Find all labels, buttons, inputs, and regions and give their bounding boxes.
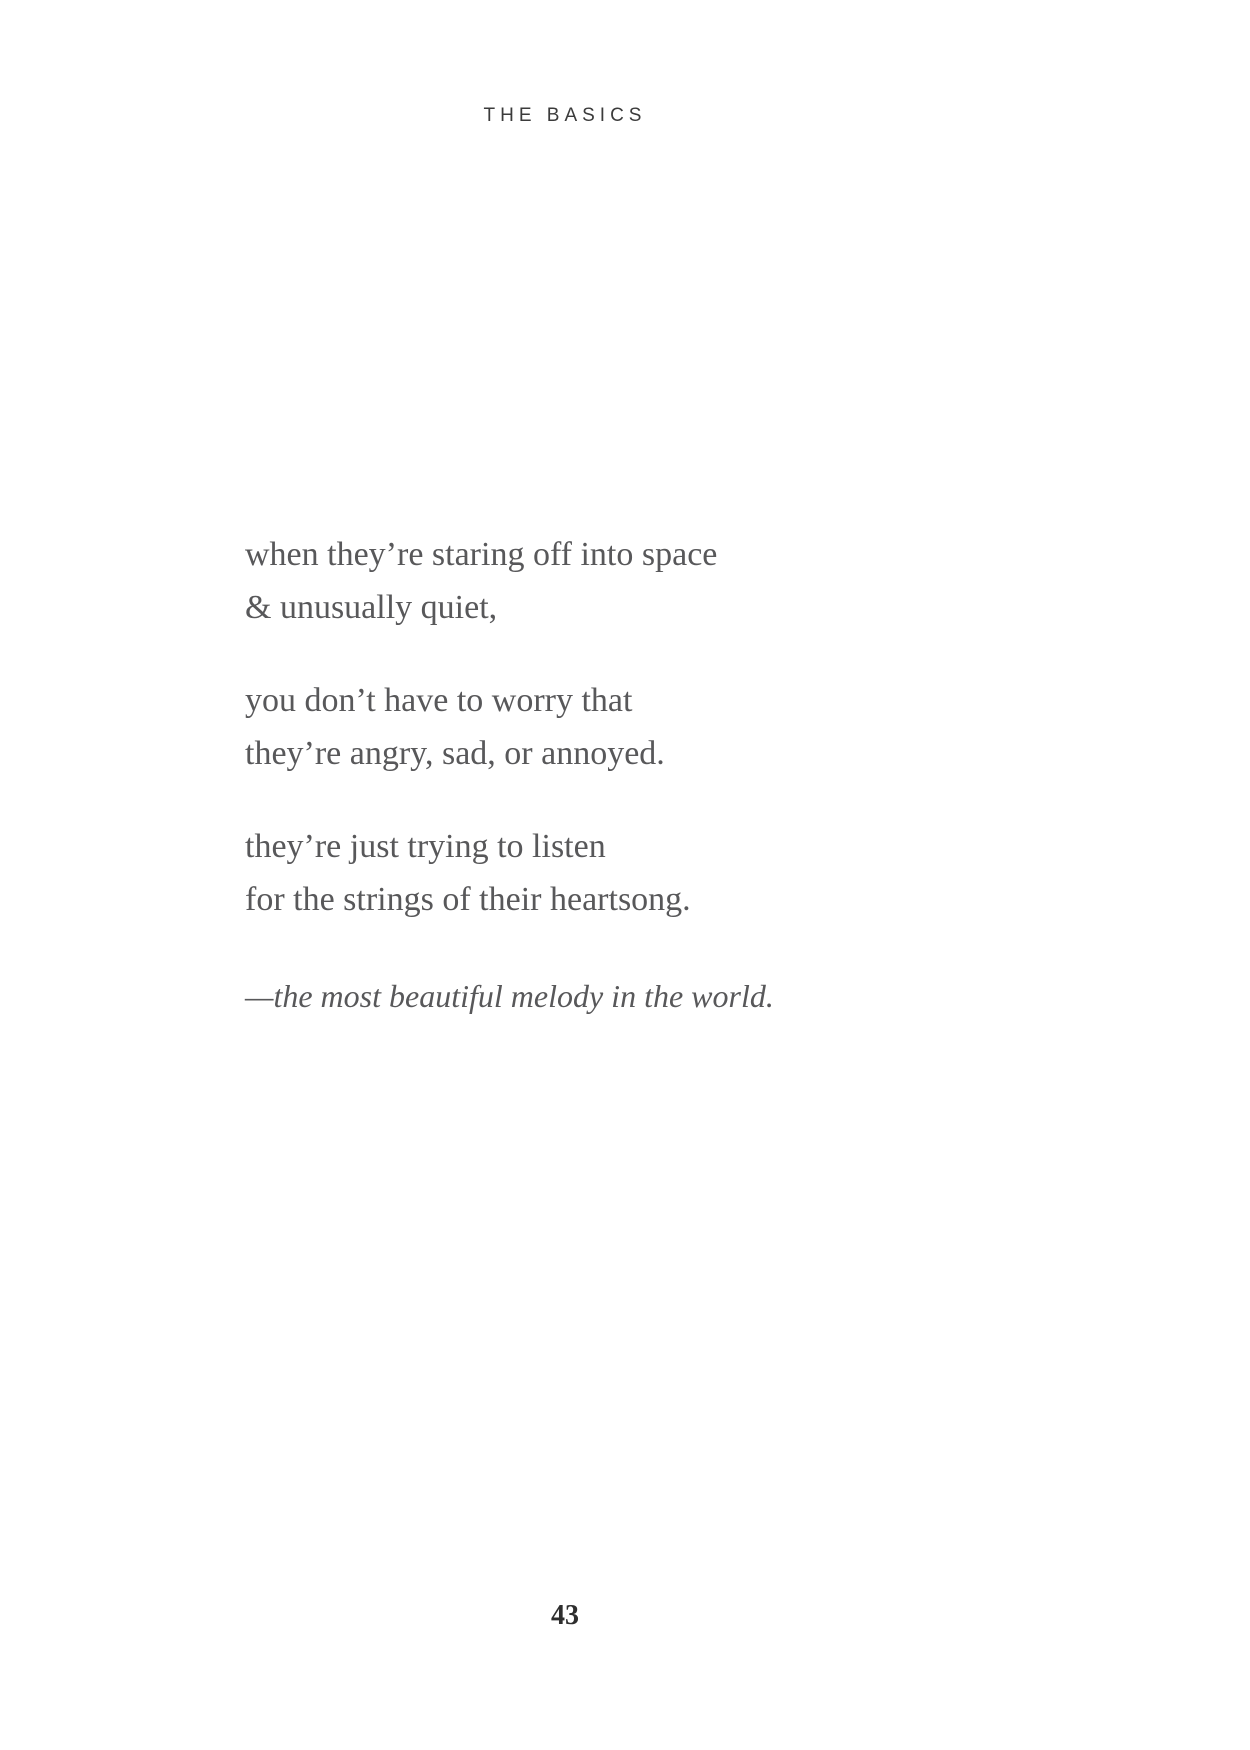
poem-line: & unusually quiet,: [245, 589, 498, 626]
stanza: [245, 820, 1065, 926]
poem-line: they’re just trying to listen: [245, 828, 606, 865]
poem-line: they’re angry, sad, or annoyed.: [245, 735, 665, 772]
poem-line: you don’t have to worry that: [245, 682, 633, 719]
poem-body: [245, 528, 1065, 1023]
stanza: [245, 674, 1065, 780]
page-number: 43: [551, 1600, 579, 1631]
poem-attribution: —the most beautiful melody in the world.: [245, 978, 774, 1014]
running-head: THE BASICS: [483, 105, 647, 126]
stanza: [245, 528, 1065, 634]
poem-line: for the strings of their heartsong.: [245, 881, 691, 918]
poem-line: when they’re staring off into space: [245, 536, 718, 573]
